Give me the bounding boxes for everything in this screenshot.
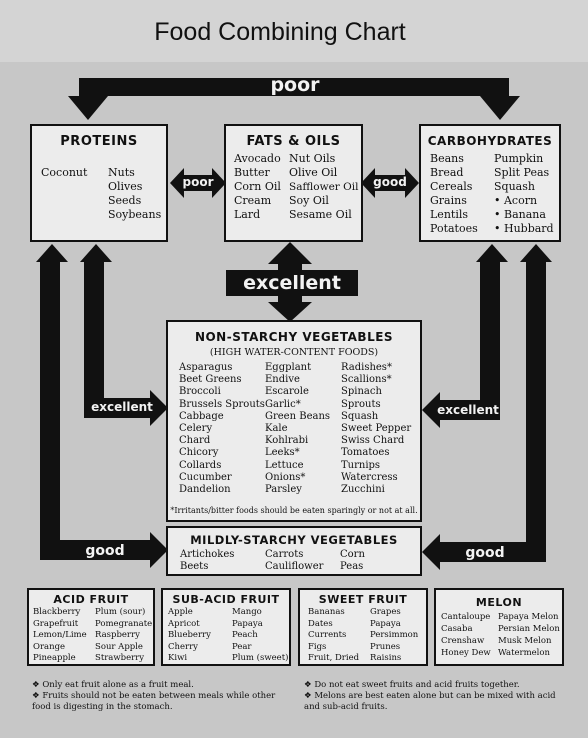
proteins-item: Soybeans bbox=[108, 208, 162, 221]
right-nonstarchy-label: excellent bbox=[437, 403, 499, 417]
melon-item: Cantaloupe bbox=[441, 612, 491, 622]
sub-acid-fruit-item: Plum (sweet) bbox=[232, 653, 289, 663]
carbs-item: Potatoes bbox=[430, 222, 478, 235]
acid-fruit-heading: ACID FRUIT bbox=[53, 593, 129, 606]
carbs-item: Lentils bbox=[430, 208, 469, 221]
carbs-item: • Banana bbox=[494, 208, 546, 221]
non-starchy-box bbox=[166, 320, 422, 522]
non-starchy-item: Onions* bbox=[265, 471, 306, 483]
proteins-box bbox=[30, 124, 168, 242]
non-starchy-item: Chard bbox=[179, 435, 211, 447]
mild-item: Carrots bbox=[265, 549, 304, 560]
mild-item: Corn bbox=[340, 549, 365, 560]
non-starchy-item: Turnips bbox=[341, 459, 381, 471]
non-starchy-item: Swiss Chard bbox=[341, 435, 405, 447]
sweet-fruit-item: Bananas bbox=[308, 607, 345, 617]
page-title: Food Combining Chart bbox=[154, 18, 406, 46]
non-starchy-item: Green Beans bbox=[265, 410, 331, 422]
melon-heading: MELON bbox=[475, 596, 523, 609]
fats-oils-heading: FATS & OILS bbox=[246, 134, 341, 149]
melon-item: Crenshaw bbox=[441, 636, 485, 646]
non-starchy-item: Eggplant bbox=[265, 362, 312, 373]
fats-item: Safflower Oil bbox=[289, 181, 359, 193]
fats-item: Soy Oil bbox=[289, 194, 329, 207]
non-starchy-item: Asparagus bbox=[179, 362, 233, 373]
melon-box bbox=[434, 588, 564, 666]
non-starchy-item: Celery bbox=[179, 423, 213, 434]
note-right-1 bbox=[304, 680, 566, 691]
mild-item: Peas bbox=[340, 561, 364, 572]
proteins-item: Coconut bbox=[41, 166, 88, 179]
sub-acid-fruit-item: Peach bbox=[232, 630, 258, 640]
mild-item: Artichokes bbox=[180, 549, 235, 560]
non-starchy-item: Tomatoes bbox=[341, 447, 390, 459]
non-starchy-item: Leeks* bbox=[265, 447, 300, 459]
mild-starchy-box bbox=[166, 526, 422, 576]
note-text: Fruits should not be eaten between meals while other food is digesting in the stomach. bbox=[32, 691, 276, 712]
note-left-1 bbox=[32, 680, 282, 691]
fats-item: Avocado bbox=[234, 152, 281, 165]
sub-acid-fruit-item: Kiwi bbox=[168, 653, 188, 663]
proteins-fats-label: poor bbox=[182, 175, 214, 189]
sweet-fruit-item: Figs bbox=[308, 641, 327, 652]
carbs-item: Beans bbox=[430, 152, 464, 165]
carbs-item: Pumpkin bbox=[494, 152, 544, 165]
sweet-fruit-item: Prunes bbox=[370, 641, 401, 652]
note-left-2 bbox=[32, 691, 282, 713]
mild-item: Beets bbox=[180, 561, 209, 572]
sub-acid-fruit-item: Blueberry bbox=[168, 630, 211, 640]
acid-fruit-item: Pomegranate bbox=[95, 618, 153, 629]
left-inner-arrow bbox=[80, 244, 168, 426]
sweet-fruit-item: Currents bbox=[308, 630, 347, 640]
melon-item: Watermelon bbox=[498, 648, 550, 658]
non-starchy-item: Kale bbox=[265, 423, 288, 434]
acid-fruit-item: Grapefruit bbox=[33, 618, 79, 629]
note-bullet-icon: ❖ bbox=[304, 680, 315, 690]
sub-acid-fruit-heading: SUB-ACID FRUIT bbox=[172, 593, 280, 606]
left-mild-label: good bbox=[85, 543, 125, 559]
carbs-item: • Acorn bbox=[494, 194, 538, 207]
proteins-item: Seeds bbox=[108, 194, 142, 207]
fats-item: Nut Oils bbox=[289, 152, 336, 165]
non-starchy-item: Parsley bbox=[265, 484, 302, 495]
acid-fruit-item: Plum (sour) bbox=[95, 607, 146, 617]
carbs-item: Cereals bbox=[430, 180, 473, 193]
non-starchy-item: Scallions* bbox=[341, 374, 392, 386]
non-starchy-item: Watercress bbox=[341, 471, 398, 483]
non-starchy-item: Collards bbox=[179, 459, 222, 471]
non-starchy-item: Brussels Sprouts bbox=[179, 398, 265, 410]
sub-acid-fruit-item: Apricot bbox=[168, 618, 200, 629]
non-starchy-item: Dandelion bbox=[179, 484, 231, 495]
non-starchy-item: Zucchini bbox=[341, 484, 385, 495]
acid-fruit-item: Raspberry bbox=[95, 630, 140, 640]
sweet-fruit-item: Fruit, Dried bbox=[308, 653, 360, 663]
note-right-2 bbox=[304, 691, 566, 713]
fats-item: Lard bbox=[234, 208, 261, 221]
sub-acid-fruit-item: Pear bbox=[232, 641, 252, 652]
note-text: Only eat fruit alone as a fruit meal. bbox=[42, 680, 194, 690]
carbs-item: Squash bbox=[494, 180, 535, 193]
melon-item: Papaya Melon bbox=[498, 612, 559, 622]
melon-item: Casaba bbox=[441, 624, 473, 634]
non-starchy-item: Cucumber bbox=[179, 471, 232, 483]
melon-item: Honey Dew bbox=[441, 648, 491, 658]
acid-fruit-item: Sour Apple bbox=[95, 641, 143, 652]
non-starchy-item: Squash bbox=[341, 410, 379, 422]
non-starchy-item: Kohlrabi bbox=[265, 435, 309, 447]
acid-fruit-item: Strawberry bbox=[95, 653, 145, 663]
non-starchy-item: Escarole bbox=[265, 386, 309, 398]
fats-carbs-label: good bbox=[373, 175, 407, 189]
non-starchy-item: Endive bbox=[265, 374, 300, 386]
top-poor-label: poor bbox=[270, 74, 320, 96]
acid-fruit-item: Orange bbox=[33, 641, 66, 652]
sub-acid-fruit-item: Apple bbox=[168, 607, 193, 617]
fats-item: Sesame Oil bbox=[289, 208, 352, 221]
mild-starchy-heading: MILDLY-STARCHY VEGETABLES bbox=[190, 533, 398, 547]
melon-item: Musk Melon bbox=[498, 636, 552, 646]
fats-item: Corn Oil bbox=[234, 180, 281, 193]
fats-oils-box bbox=[224, 124, 363, 242]
fats-item: Cream bbox=[234, 194, 272, 207]
note-text: Do not eat sweet fruits and acid fruits together. bbox=[314, 680, 520, 690]
sub-acid-fruit-box bbox=[161, 588, 291, 666]
note-text: Melons are best eaten alone but can be mixed with acid and sub-acid fruits. bbox=[304, 691, 556, 712]
right-inner-arrow bbox=[422, 244, 508, 428]
sweet-fruit-item: Raisins bbox=[370, 653, 402, 663]
proteins-heading: PROTEINS bbox=[60, 134, 138, 149]
non-starchy-item: Sprouts bbox=[341, 398, 381, 410]
non-starchy-item: Chicory bbox=[179, 447, 219, 459]
sub-acid-fruit-item: Papaya bbox=[232, 618, 263, 629]
non-starchy-item: Cabbage bbox=[179, 410, 224, 422]
melon-item: Persian Melon bbox=[498, 624, 560, 634]
carbs-item: • Hubbard bbox=[494, 222, 554, 235]
note-bullet-icon: ❖ bbox=[304, 691, 315, 701]
non-starchy-item: Broccoli bbox=[179, 386, 221, 398]
carbohydrates-box bbox=[419, 124, 561, 242]
acid-fruit-box bbox=[27, 588, 155, 666]
carbs-item: Split Peas bbox=[494, 166, 550, 179]
right-mild-label: good bbox=[465, 545, 505, 561]
sweet-fruit-box bbox=[298, 588, 428, 666]
sub-acid-fruit-item: Cherry bbox=[168, 641, 198, 652]
fats-item: Olive Oil bbox=[289, 166, 338, 179]
non-starchy-item: Beet Greens bbox=[179, 374, 242, 386]
non-starchy-item: Radishes* bbox=[341, 362, 392, 373]
note-bullet-icon: ❖ bbox=[32, 680, 43, 690]
non-starchy-item: Sweet Pepper bbox=[341, 423, 412, 434]
sweet-fruit-heading: SWEET FRUIT bbox=[318, 593, 408, 606]
non-starchy-item: Garlic* bbox=[265, 398, 301, 410]
non-starchy-footnote: *Irritants/bitter foods should be eaten sparingly or not at all. bbox=[170, 506, 418, 515]
carbs-item: Grains bbox=[430, 194, 467, 207]
left-nonstarchy-label: excellent bbox=[91, 400, 153, 414]
center-excellent-label: excellent bbox=[243, 272, 341, 294]
acid-fruit-item: Blackberry bbox=[33, 607, 81, 617]
carbs-item: Bread bbox=[430, 166, 464, 179]
non-starchy-heading: NON-STARCHY VEGETABLES bbox=[194, 330, 394, 344]
proteins-item: Nuts bbox=[108, 166, 135, 179]
sub-acid-fruit-item: Mango bbox=[232, 607, 262, 617]
proteins-item: Olives bbox=[108, 180, 143, 193]
mild-item: Cauliflower bbox=[265, 561, 324, 572]
note-bullet-icon: ❖ bbox=[32, 691, 43, 701]
sweet-fruit-item: Grapes bbox=[370, 607, 401, 617]
sweet-fruit-item: Persimmon bbox=[370, 630, 419, 640]
fats-item: Butter bbox=[234, 166, 270, 179]
sweet-fruit-item: Dates bbox=[308, 618, 333, 629]
sweet-fruit-item: Papaya bbox=[370, 618, 401, 629]
acid-fruit-item: Lemon/Lime bbox=[33, 630, 87, 640]
non-starchy-item: Lettuce bbox=[265, 459, 304, 471]
non-starchy-item: Spinach bbox=[341, 386, 382, 398]
carbohydrates-heading: CARBOHYDRATES bbox=[427, 134, 553, 148]
non-starchy-subheading: (HIGH WATER-CONTENT FOODS) bbox=[209, 347, 379, 358]
acid-fruit-item: Pineapple bbox=[33, 653, 76, 663]
